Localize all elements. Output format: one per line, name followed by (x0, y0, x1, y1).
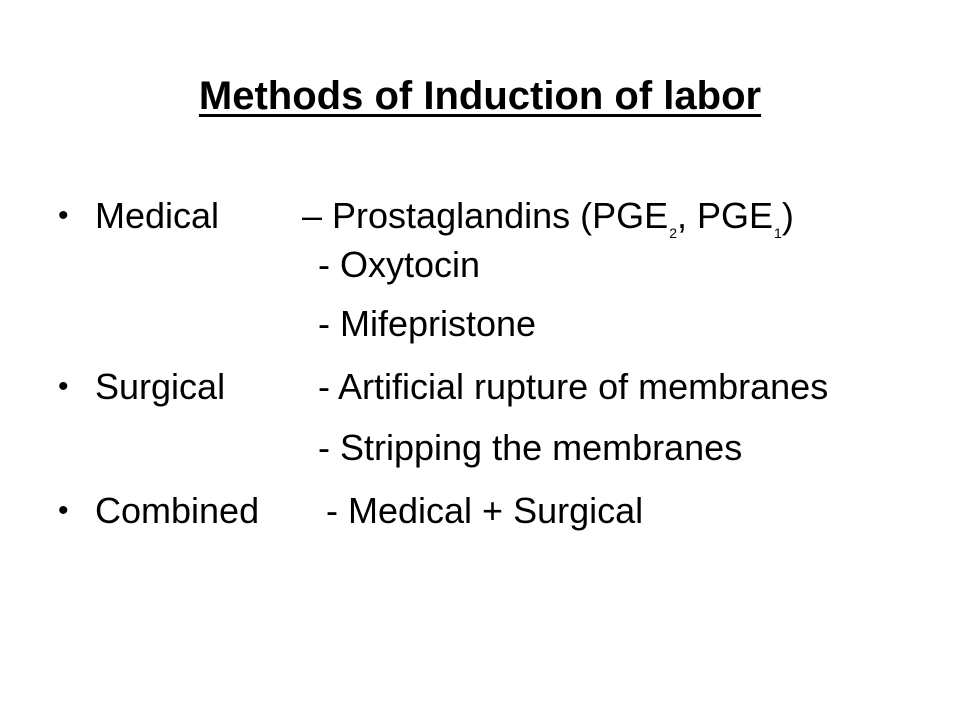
bullet-icon: • (58, 370, 69, 403)
bullet-icon: • (58, 494, 69, 527)
item-continuation-stripping: - Stripping the membranes (318, 427, 743, 468)
item-continuation-oxytocin: - Oxytocin (318, 244, 481, 285)
item-label-combined: Combined (95, 490, 260, 531)
item-detail-combined: - Medical + Surgical (326, 490, 644, 531)
item-label-medical: Medical (95, 195, 220, 236)
item-detail-medical: – Prostaglandins ($PGE_2$, $PGE_1$) (302, 195, 794, 241)
subscript-2: 2 (669, 225, 677, 241)
item-detail-surgical: - Artificial rupture of membranes (318, 366, 829, 407)
subscript-1: 1 (774, 225, 782, 241)
slide-title: Methods of Induction of labor (198, 74, 762, 118)
item-label-surgical: Surgical (95, 366, 226, 407)
item-continuation-mifepristone: - Mifepristone (318, 303, 537, 344)
bullet-icon: • (58, 199, 69, 232)
